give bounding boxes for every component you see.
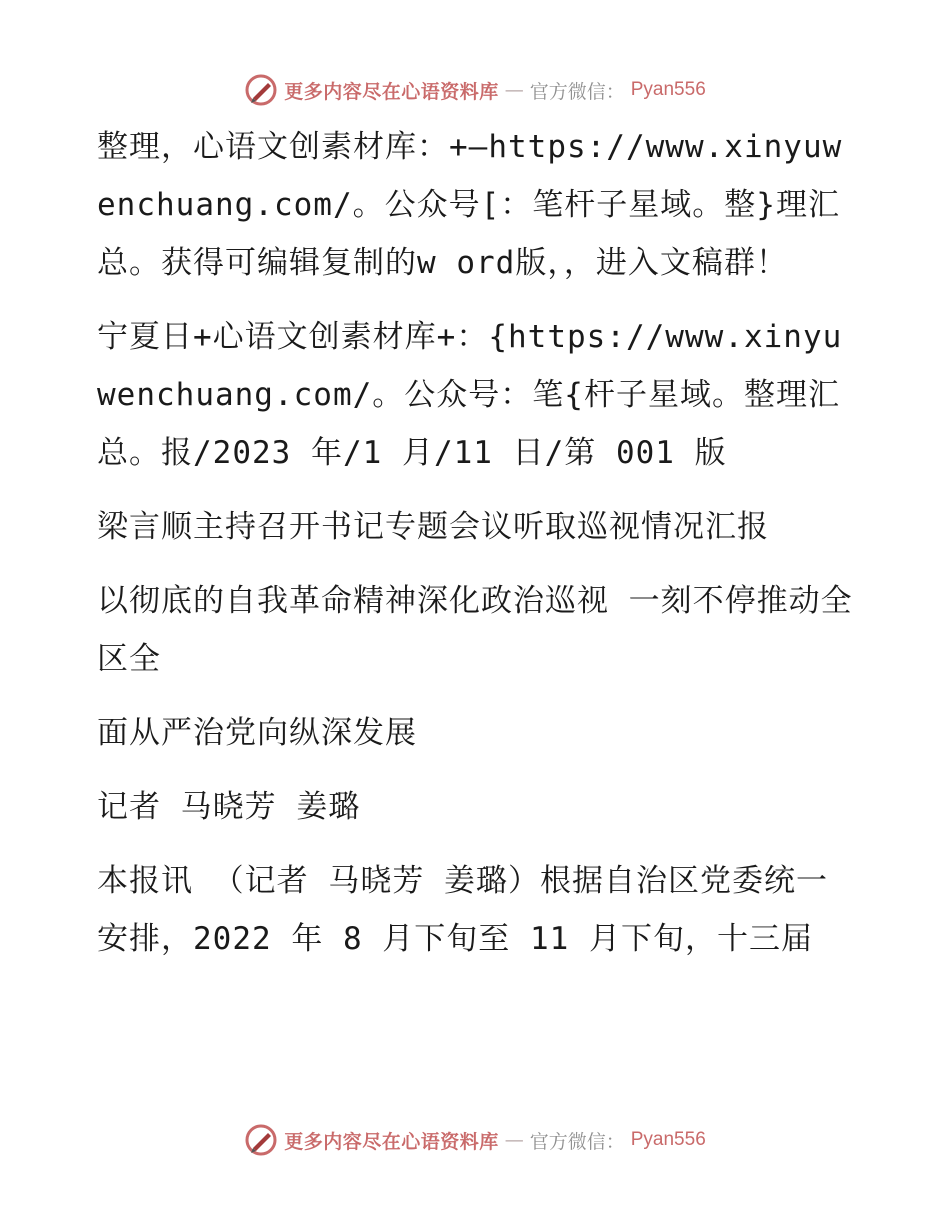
watermark-label: 官方微信： <box>529 80 625 103</box>
header-watermark <box>0 70 950 110</box>
paragraph-subheadline-2: 面从严治党向纵深发展 <box>97 715 417 751</box>
pen-logo-icon <box>244 73 278 107</box>
footer-watermark <box>0 1120 950 1160</box>
paragraph-headline: 梁言顺主持召开书记专题会议听取巡视情况汇报 <box>97 509 769 545</box>
document-body <box>97 118 857 984</box>
pen-logo-icon <box>244 1123 278 1157</box>
watermark-separator: — <box>504 79 524 101</box>
paragraph-source-note-1: 整理，心语文创素材库：+—https://www.xinyuwenchuang.com/。公众号[：笔杆子星域。整}理汇总。获得可编辑复制的w ord版，，进入文稿群！ <box>97 129 843 281</box>
watermark-label: 官方微信： <box>529 1130 625 1153</box>
watermark-wechat-id: Pyan556 <box>630 79 706 100</box>
watermark-separator: — <box>504 1129 524 1151</box>
watermark-wechat-id: Pyan556 <box>630 1129 706 1150</box>
watermark-text: 更多内容尽在心语资料库 <box>284 1130 499 1153</box>
paragraph-byline: 记者 马晓芳 姜璐 <box>97 789 361 825</box>
paragraph-lead: 本报讯 （记者 马晓芳 姜璐）根据自治区党委统一安排，2022 年 8 月下旬至 11 月下旬，十三届 <box>97 863 828 957</box>
paragraph-source-note-2: 宁夏日+心语文创素材库+：{https://www.xinyuwenchuang.com/。公众号：笔{杆子星域。整理汇总。报/2023 年/1 月/11 日/第 001 版 <box>97 319 843 471</box>
watermark-text: 更多内容尽在心语资料库 <box>284 80 499 103</box>
paragraph-subheadline-1: 以彻底的自我革命精神深化政治巡视 一刻不停推动全区全 <box>97 583 853 677</box>
